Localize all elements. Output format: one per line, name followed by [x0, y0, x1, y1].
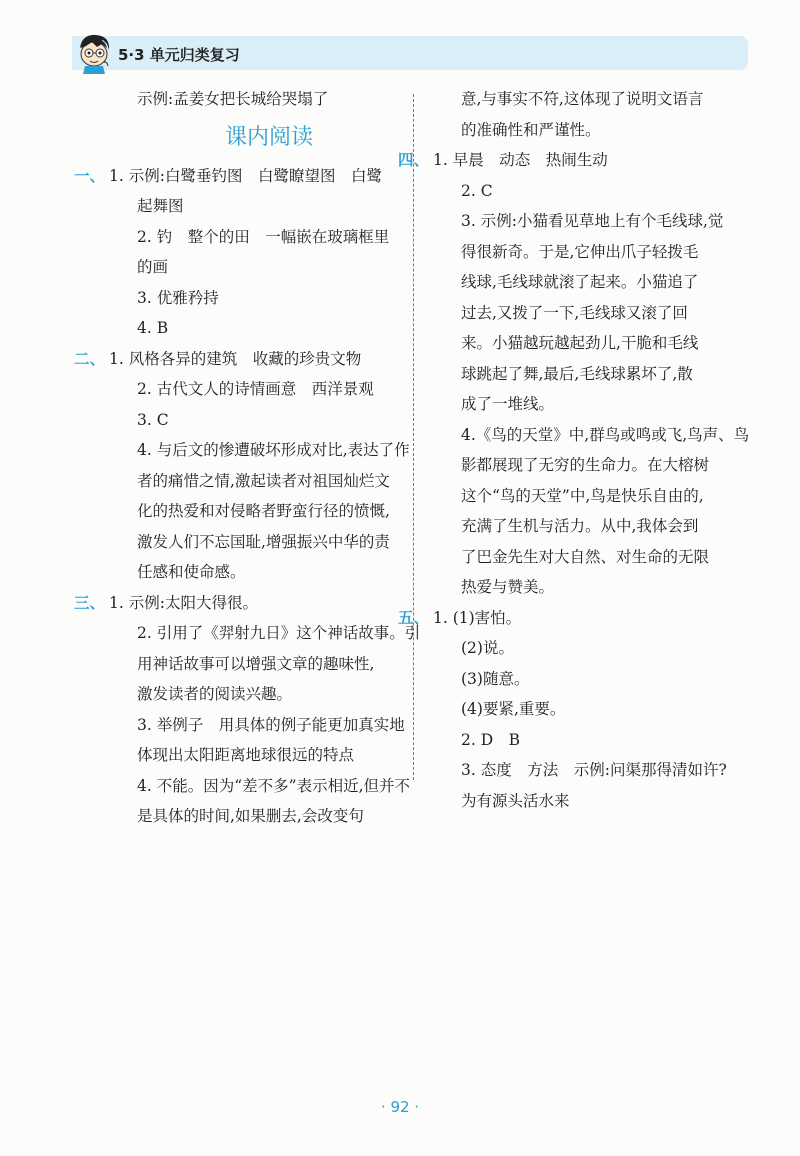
answer-line: [426, 389, 756, 420]
answer-line: [426, 481, 756, 512]
answer-text: 3. C: [137, 410, 169, 429]
cartoon-boy-icon: [72, 30, 116, 74]
answer-text: 化的热爱和对侵略者野蛮行径的愤慨,: [137, 502, 390, 520]
answer-text: 2. 引用了《羿射九日》这个神话故事。引: [137, 624, 421, 642]
answer-text: (4)要紧,重要。: [461, 700, 566, 718]
answer-line: [102, 710, 406, 741]
answer-text: 1. 风格各异的建筑 收藏的珍贵文物: [109, 349, 362, 368]
answer-text: 线球,毛线球就滚了起来。小猫追了: [461, 273, 699, 291]
answer-line: [426, 420, 756, 451]
answer-line: [426, 572, 756, 603]
answer-text: 2. C: [461, 181, 493, 200]
page-number: · 92 ·: [380, 1098, 420, 1116]
answer-line: [426, 298, 756, 329]
answer-text: 了巴金先生对大自然、对生命的无限: [461, 547, 710, 566]
answer-line: [102, 222, 406, 253]
answer-line: [426, 176, 756, 207]
answer-text: 充满了生机与活力。从中,我体会到: [461, 517, 699, 535]
answer-line: [426, 542, 756, 573]
answer-line: [102, 374, 406, 405]
answer-text: 3. 优雅矜持: [137, 288, 219, 307]
header-title: 5·3 单元归类复习: [118, 46, 240, 64]
answer-text: 来。小猫越玩越起劲儿,干脆和毛线: [461, 334, 699, 352]
answer-text: 3. 举例子 用具体的例子能更加真实地: [137, 715, 405, 734]
answer-text: 1. (1)害怕。: [433, 608, 522, 627]
question-group-label: 二、: [74, 348, 106, 368]
answer-line: [102, 527, 406, 558]
answer-text: 热爱与赞美。: [461, 578, 555, 596]
answer-line: [102, 740, 406, 771]
answer-line: [74, 588, 406, 619]
answer-line: [398, 145, 756, 176]
answer-text: 者的痛惜之情,激起读者对祖国灿烂文: [137, 471, 390, 490]
answer-line: [102, 466, 406, 497]
answer-text: 得很新奇。于是,它伸出爪子轻拨毛: [461, 242, 699, 261]
answer-text: 3. 示例:小猫看见草地上有个毛线球,觉: [461, 212, 724, 230]
answer-text: 的画: [137, 258, 169, 276]
answer-line: [426, 115, 756, 146]
answer-line: [426, 725, 756, 756]
question-group-label: 四、: [398, 150, 430, 169]
answer-line: [398, 603, 756, 634]
question-group-label: 三、: [74, 592, 106, 612]
answer-text: 用神话故事可以增强文章的趣味性,: [137, 654, 375, 673]
answer-line: [102, 679, 406, 710]
right-column: [398, 84, 756, 816]
answer-line: [74, 161, 406, 192]
section-title: 课内阅读: [224, 124, 313, 150]
answer-text: 4. 不能。因为“差不多”表示相近,但并不: [137, 776, 410, 795]
answer-line: [426, 694, 756, 725]
answer-line: [102, 435, 410, 466]
top-line: 示例:孟姜女把长城给哭塌了: [137, 90, 329, 108]
answer-text: 为有源头活水来: [461, 791, 570, 810]
answer-line: [426, 633, 756, 664]
answer-line: [426, 84, 756, 115]
answer-text: 任感和使命感。: [137, 563, 246, 581]
answer-text: 4. 与后文的惨遭破坏形成对比,表达了作: [137, 441, 410, 459]
answer-line: [426, 450, 756, 481]
answer-line: [102, 252, 406, 283]
answer-line: [426, 328, 756, 359]
answer-line: [102, 405, 406, 436]
answer-line: [426, 359, 756, 390]
answer-text: 4.《鸟的天堂》中,群鸟或鸣或飞,鸟声、鸟: [461, 425, 750, 444]
answer-text: 体现出太阳距离地球很远的特点: [137, 746, 355, 764]
answer-line: [426, 206, 756, 237]
left-column: [74, 84, 421, 832]
answer-text: 影都展现了无穷的生命力。在大榕树: [461, 456, 710, 474]
question-group-label: 五、: [398, 607, 430, 627]
answer-text: 2. 古代文人的诗情画意 西洋景观: [137, 380, 374, 398]
answer-line: [426, 755, 756, 786]
column-divider: [413, 94, 414, 780]
answer-line: [426, 237, 756, 268]
answer-line: [102, 771, 410, 802]
answer-text: 过去,又拨了一下,毛线球又滚了回: [461, 303, 688, 322]
answer-text: 1. 早晨 动态 热闹生动: [433, 151, 608, 169]
question-group-label: 一、: [74, 165, 106, 185]
answer-text: 2. D B: [461, 730, 521, 749]
answer-text: 球跳起了舞,最后,毛线球累坏了,散: [461, 364, 693, 383]
answer-text: 2. 钓 整个的田 一幅嵌在玻璃框里: [137, 227, 390, 246]
answer-text: (3)随意。: [461, 669, 530, 688]
answer-text: 激发人们不忘国耻,增强振兴中华的责: [137, 532, 390, 551]
answer-text: 这个“鸟的天堂”中,鸟是快乐自由的,: [461, 486, 704, 505]
answer-line: [102, 496, 406, 527]
answer-line: [426, 786, 756, 817]
answer-line: [102, 313, 406, 344]
answer-text: 3. 态度 方法 示例:问渠那得清如许?: [461, 761, 727, 779]
answer-line: [426, 267, 756, 298]
answer-text: 4. B: [137, 319, 169, 337]
answer-text: 1. 示例:白鹭垂钓图 白鹭瞭望图 白鹭: [109, 166, 382, 185]
answer-line: [74, 344, 406, 375]
answer-line: [102, 649, 406, 680]
answer-line: [426, 511, 756, 542]
answer-line: [102, 801, 406, 832]
answer-line: [102, 618, 421, 649]
answer-text: 意,与事实不符,这体现了说明文语言: [461, 90, 704, 108]
answer-text: 激发读者的阅读兴趣。: [137, 685, 293, 703]
answer-line: [102, 283, 406, 314]
answer-line: [102, 191, 406, 222]
answer-text: 起舞图: [137, 197, 184, 215]
answer-text: 1. 示例:太阳大得很。: [109, 593, 258, 612]
answer-text: (2)说。: [461, 639, 514, 657]
answer-line: [102, 557, 406, 588]
answer-text: 成了一堆线。: [461, 395, 555, 413]
answer-line: [426, 664, 756, 695]
answer-text: 的准确性和严谨性。: [461, 120, 601, 139]
answer-text: 是具体的时间,如果删去,会改变句: [137, 807, 364, 825]
